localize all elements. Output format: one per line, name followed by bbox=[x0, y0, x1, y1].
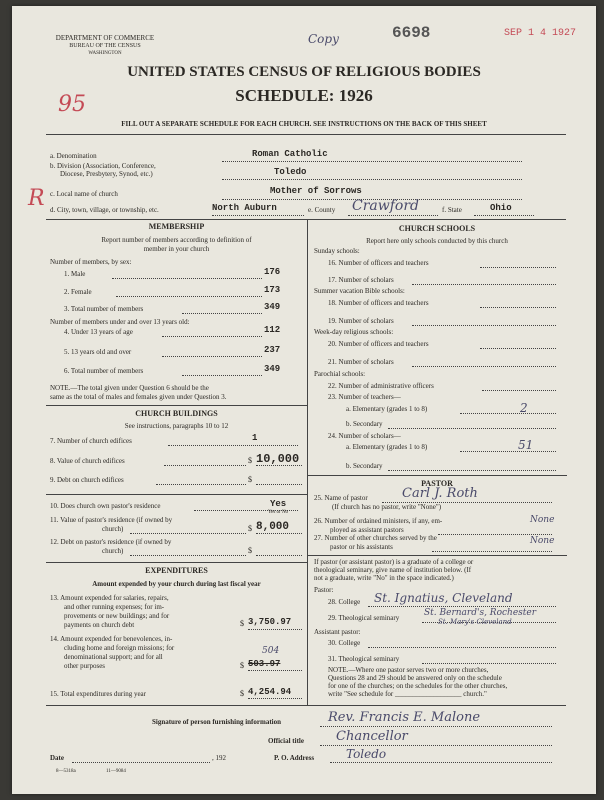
age-heading: Number of members under and over 13 years old: bbox=[50, 318, 190, 326]
form-number: 8—5318a bbox=[56, 769, 76, 774]
total-members-value: 349 bbox=[264, 302, 281, 312]
total-members-2-value: 349 bbox=[264, 364, 281, 374]
residence-debt-label: 12. Debt on pastor's residence (if owned by bbox=[50, 538, 172, 546]
yes-no-hint: Yes or No bbox=[268, 510, 289, 515]
q26-label: 26. Number of ordained ministers, if any, em- bbox=[314, 517, 443, 525]
date-label: Date bbox=[50, 754, 64, 762]
buildings-sub: See instructions, paragraphs 10 to 12 bbox=[124, 422, 229, 430]
q21-label: 21. Number of scholars bbox=[328, 358, 394, 366]
census-schedule-sheet bbox=[12, 6, 596, 794]
q25-label: 25. Name of pastor bbox=[314, 494, 368, 502]
pastor-note-4: write "See schedule for ___________________ church." bbox=[328, 690, 487, 698]
exp-14-label-2: cluding home and foreign missions; for bbox=[64, 644, 175, 652]
q23-label: 23. Number of teachers— bbox=[328, 393, 401, 401]
q27-value: None bbox=[530, 536, 555, 546]
residence-value-label: 11. Value of pastor's residence (if owned by bbox=[50, 516, 173, 524]
state-label: f. State bbox=[442, 206, 462, 214]
exp-14-correction: 504 bbox=[262, 646, 280, 656]
print-number: 11—9084 bbox=[106, 769, 126, 774]
denomination-label: a. Denomination bbox=[50, 152, 97, 160]
schools-title: CHURCH SCHOOLS bbox=[398, 224, 476, 233]
over-13-label: 5. 13 years old and over bbox=[64, 348, 132, 356]
official-title-label: Official title bbox=[268, 737, 304, 745]
male-value: 176 bbox=[264, 267, 281, 277]
exp-total-label: 15. Total expenditures during year bbox=[50, 690, 146, 698]
schools-sub: Report here only schools conducted by this church bbox=[366, 237, 508, 245]
residence-debt-label-2: church) bbox=[102, 547, 124, 555]
q27-label-2: pastor or his assistants bbox=[330, 543, 393, 551]
over-13-value: 237 bbox=[264, 345, 281, 355]
q17-label: 17. Number of scholars bbox=[328, 276, 394, 284]
pastor-title: PASTOR bbox=[421, 479, 453, 488]
expenditures-sub: Amount expended by your church during last fiscal year bbox=[92, 580, 261, 588]
division-label: b. Division (Association, Conference, bbox=[50, 162, 156, 170]
q24a-label: a. Elementary (grades 1 to 8) bbox=[346, 443, 428, 451]
buildings-title: CHURCH BUILDINGS bbox=[135, 409, 218, 418]
q23a-label: a. Elementary (grades 1 to 8) bbox=[346, 405, 428, 413]
county-value: Crawford bbox=[352, 198, 419, 214]
q22-label: 22. Number of administrative officers bbox=[328, 382, 434, 390]
sex-heading: Number of members, by sex: bbox=[50, 258, 132, 266]
residence-label: 10. Does church own pastor's residence bbox=[50, 502, 161, 510]
county-label: e. County bbox=[308, 206, 336, 214]
expenditures-title: EXPENDITURES bbox=[145, 566, 208, 575]
department-label: DEPARTMENT OF COMMERCE bbox=[55, 34, 155, 42]
pastor-note-2: Questions 28 and 29 should be answered only on the schedule bbox=[328, 674, 502, 682]
graduate-instruction-3: not a graduate, write "No" in the space indicated.) bbox=[314, 574, 454, 582]
female-value: 173 bbox=[264, 285, 281, 295]
dollar-sign: $ bbox=[240, 619, 244, 628]
dollar-sign: $ bbox=[248, 475, 252, 484]
exp-total-value: 4,254.94 bbox=[248, 687, 292, 697]
graduate-instruction-2: theological seminary, give name of institution below. (If bbox=[314, 566, 472, 574]
dollar-sign: $ bbox=[240, 689, 244, 698]
total-members-2-label: 6. Total number of members bbox=[64, 367, 144, 375]
summer-heading: Summer vacation Bible schools: bbox=[314, 287, 405, 295]
copy-mark: Copy bbox=[308, 32, 339, 46]
edifices-count-value: 1 bbox=[252, 433, 258, 443]
handwritten-95: 95 bbox=[58, 92, 86, 117]
q24a-value: 51 bbox=[518, 438, 534, 452]
division-value: Toledo bbox=[274, 167, 307, 177]
q24-label: 24. Number of scholars— bbox=[328, 432, 401, 440]
signature-value: Rev. Francis E. Malone bbox=[328, 710, 481, 725]
pastor-name-value: Carl J. Roth bbox=[402, 486, 478, 501]
q20-label: 20. Number of officers and teachers bbox=[328, 340, 429, 348]
parochial-heading: Parochial schools: bbox=[314, 370, 366, 378]
city-town-label: d. City, town, village, or township, etc. bbox=[50, 206, 159, 214]
membership-intro: Report number of members according to definition of bbox=[101, 236, 252, 244]
q16-label: 16. Number of officers and teachers bbox=[328, 259, 429, 267]
edifices-debt-label: 9. Debt on church edifices bbox=[50, 476, 124, 484]
q19-label: 19. Number of scholars bbox=[328, 317, 394, 325]
residence-value: Yes bbox=[270, 499, 287, 509]
membership-intro-2: member in your church bbox=[143, 245, 210, 253]
local-name-value: Mother of Sorrows bbox=[270, 186, 362, 196]
handwritten-r: R bbox=[28, 186, 45, 211]
dollar-sign: $ bbox=[248, 546, 252, 555]
membership-note: NOTE.—The total given under Question 6 should be the bbox=[50, 384, 209, 392]
graduate-instruction: If pastor (or assistant pastor) is a graduate of a college or bbox=[314, 558, 474, 566]
date-year: , 192 bbox=[212, 754, 226, 762]
dollar-sign: $ bbox=[248, 456, 252, 465]
exp-14-label: 14. Amount expended for benevolences, in- bbox=[50, 635, 173, 643]
signature-label: Signature of person furnishing information bbox=[152, 718, 281, 726]
bureau-label: BUREAU OF THE CENSUS bbox=[69, 43, 141, 49]
edifices-value: 10,000 bbox=[256, 452, 300, 466]
pastor-note: NOTE.—Where one pastor serves two or more churches, bbox=[328, 666, 489, 674]
exp-13-label-2: and other running expenses; for im- bbox=[64, 603, 165, 611]
pastor-college-value: St. Ignatius, Cleveland bbox=[374, 591, 513, 605]
q27-label: 27. Number of other churches served by the bbox=[314, 534, 437, 542]
exp-13-value: 3,750.97 bbox=[248, 617, 292, 627]
pastor-subheading: Pastor: bbox=[314, 586, 334, 594]
city-town-value: North Auburn bbox=[212, 203, 277, 213]
exp-13-label: 13. Amount expended for salaries, repairs, bbox=[50, 594, 169, 602]
exp-14-label-3: denominational support; and for all bbox=[64, 653, 163, 661]
male-label: 1. Male bbox=[64, 270, 86, 278]
q28-label: 28. College bbox=[328, 598, 361, 606]
q31-label: 31. Theological seminary bbox=[328, 655, 400, 663]
q23a-value: 2 bbox=[520, 401, 528, 415]
assistant-subheading: Assistant pastor: bbox=[314, 628, 361, 636]
pastor-note-3: for one of the churches; on the schedules for the other churches, bbox=[328, 682, 508, 690]
city-label: WASHINGTON bbox=[88, 51, 122, 56]
pastor-seminary-value: St. Bernard's, Rochester bbox=[424, 608, 537, 618]
exp-13-label-3: provements or new buildings; and for bbox=[64, 612, 170, 620]
exp-13-label-4: payments on church debt bbox=[64, 621, 135, 629]
received-date-stamp: SEP 1 4 1927 bbox=[504, 28, 577, 39]
q25-sub: (If church has no pastor, write "None") bbox=[332, 503, 442, 511]
address-label: P. O. Address bbox=[274, 754, 315, 762]
q24b-label: b. Secondary bbox=[346, 462, 383, 470]
sunday-heading: Sunday schools: bbox=[314, 247, 360, 255]
exp-14-label-4: other purposes bbox=[64, 662, 106, 670]
form-title: UNITED STATES CENSUS OF RELIGIOUS BODIES bbox=[127, 64, 481, 80]
dollar-sign: $ bbox=[240, 661, 244, 670]
denomination-value: Roman Catholic bbox=[252, 149, 328, 159]
membership-title: MEMBERSHIP bbox=[148, 222, 205, 231]
edifices-value-label: 8. Value of church edifices bbox=[50, 457, 125, 465]
q30-label: 30. College bbox=[328, 639, 361, 647]
total-members-label: 3. Total number of members bbox=[64, 305, 144, 313]
official-title-value: Chancellor bbox=[336, 729, 408, 744]
q26-label-2: ployed as assistant pastors bbox=[330, 526, 404, 534]
form-subtitle: SCHEDULE: 1926 bbox=[235, 86, 373, 105]
q26-value: None bbox=[530, 515, 555, 525]
membership-note-2: same as the total of males and females given under Question 3. bbox=[50, 393, 227, 401]
pastor-seminary-value-2: St. Mary's Cleveland bbox=[438, 618, 512, 626]
address-value: Toledo bbox=[346, 747, 387, 761]
schedule-number: 6698 bbox=[392, 24, 431, 42]
q23b-label: b. Secondary bbox=[346, 420, 383, 428]
q18-label: 18. Number of officers and teachers bbox=[328, 299, 429, 307]
edifices-count-label: 7. Number of church edifices bbox=[50, 437, 132, 445]
under-13-value: 112 bbox=[264, 325, 281, 335]
form-instruction: FILL OUT A SEPARATE SCHEDULE FOR EACH CHURCH. SEE INSTRUCTIONS ON THE BACK OF THIS SHEET bbox=[121, 120, 487, 128]
female-label: 2. Female bbox=[64, 288, 92, 296]
weekday-heading: Week-day religious schools: bbox=[314, 328, 394, 336]
dollar-sign: $ bbox=[248, 524, 252, 533]
q29-label: 29. Theological seminary bbox=[328, 614, 400, 622]
under-13-label: 4. Under 13 years of age bbox=[64, 328, 133, 336]
residence-value-amount: 8,000 bbox=[256, 521, 290, 533]
division-label-2: Diocese, Presbytery, Synod, etc.) bbox=[60, 170, 153, 178]
exp-14-value: 503.97 bbox=[248, 659, 281, 669]
local-name-label: c. Local name of church bbox=[50, 190, 118, 198]
state-value: Ohio bbox=[490, 203, 512, 213]
residence-value-label-2: church) bbox=[102, 525, 124, 533]
